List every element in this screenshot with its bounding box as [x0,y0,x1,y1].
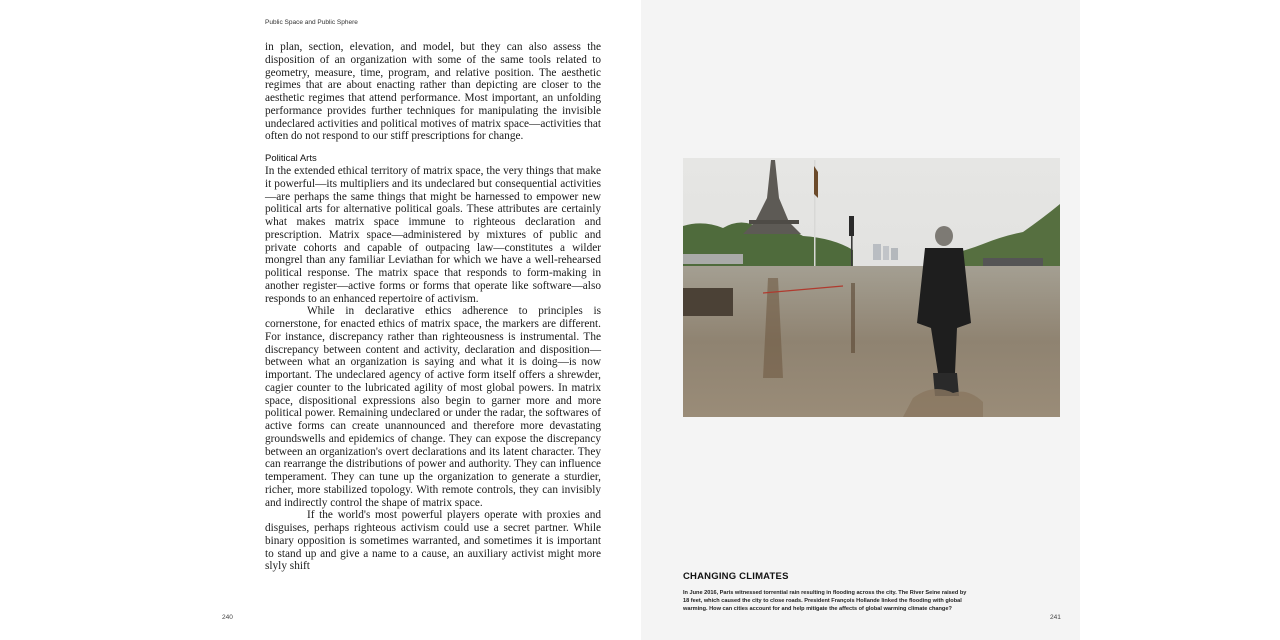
paragraph-intro: in plan, section, elevation, and model, but they can also assess the disposition of an organization with some of the same tools related to geometry, measure, time, program, and relative position. The aesthetic regimes that are about enacting rather than depicting are closer to the aesthetic regimes that attend performance. Most important, an unfolding performance provides further techniques for manipulating the invisible undeclared activities and political motives of matrix space—activities that often do not respond to our stiff prescriptions for change. [265,41,601,143]
body-text [265,41,601,573]
flood-photo [683,158,1060,417]
paragraph: If the world's most powerful players operate with proxies and disguises, perhaps righteous activism could use a secret partner. While binary opposition is sometimes warranted, and sometimes it is important to stand up and give a name to a cause, an auxiliary activist might more slyly shift [265,509,601,573]
right-page [641,0,1080,640]
page-number-right: 241 [1050,614,1061,621]
left-page [200,0,641,640]
caption-title: CHANGING CLIMATES [683,571,789,582]
caption-text: In June 2016, Paris witnessed torrential rain resulting in flooding across the city. The River Seine raised by 18 feet, which caused the city to close roads. President François Hollande linked the flooding with global warming. How can cities account for and help mitigate the affects of global warming climate change? [683,590,967,612]
photo-flood-paris-icon [683,158,1060,417]
paragraph: While in declarative ethics adherence to principles is cornerstone, for enacted ethics of matrix space, the markers are different. For instance, discrepancy rather than righteousness is instrumental. The discrepancy between content and activity, declaration and disposition—between what an organization is saying and what it is doing—is now important. The undeclared agency of active form itself offers a shrewder, cagier counter to the lubricated agility of most global powers. In matrix space, dispositional expressions also begin to garner more and more political power. Remaining undeclared or under the radar, the softwares of active forms can create unannounced and therefore more devastating groundswells and epidemics of change. They can expose the discrepancy between an organization's overt declarations and its latent character. They can rearrange the distributions of power and authority. They can influence temperament. They can tune up the organization to generate a sturdier, richer, more stabilized topology. With remote controls, they can invisibly and indirectly control the shape of matrix space. [265,305,601,509]
section-heading: Political Arts [265,153,317,164]
paragraph: In the extended ethical territory of matrix space, the very things that make it powerful—its multipliers and its undeclared but consequential activities—are perhaps the same things that might be harnessed to empower new political arts for alternative political goals. These attributes are certainly what makes matrix space immune to righteous declaration and prescription. Matrix space—administered by mixtures of public and private cohorts and capable of outpacing law—constitutes a wilder mongrel than any familiar Leviathan for which we have a well-rehearsed political response. The matrix space that responds to form-making in another register—active forms or forms that operate like software—also responds to an enhanced repertoire of activism. [265,165,601,305]
page-number-left: 240 [222,614,233,621]
running-head: Public Space and Public Sphere [265,19,358,26]
